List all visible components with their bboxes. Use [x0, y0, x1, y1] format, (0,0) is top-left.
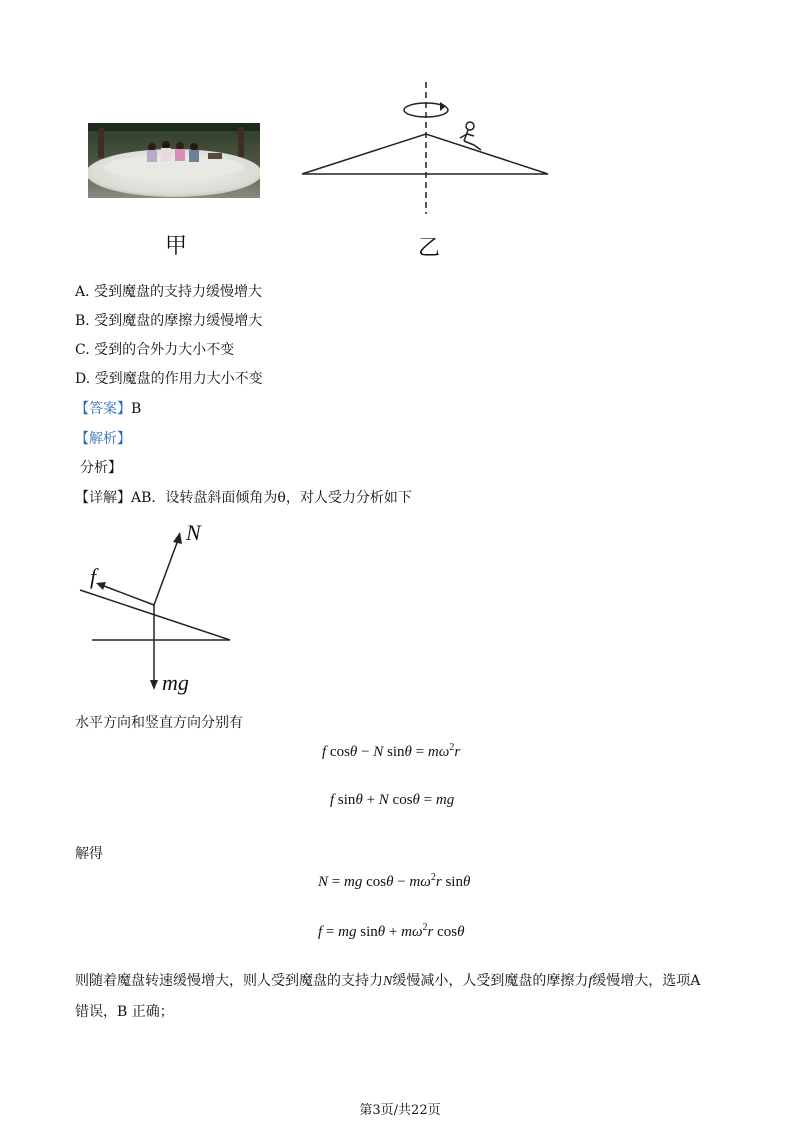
detail-text: AB．设转盘斜面倾角为θ，对人受力分析如下 — [131, 490, 412, 506]
option-letter: D. — [75, 371, 91, 387]
equation-4: f = mg $\sin\theta + m\omega^2r$ cosθ — [318, 922, 465, 940]
answer-tag: 【答案】 — [75, 401, 131, 417]
gravity-arrowhead-icon — [150, 680, 158, 690]
label-f: f — [90, 564, 97, 589]
equation-3: N = mg $\cos\theta - m\omega^2r$ sinθ — [318, 872, 471, 890]
cone-profile — [302, 134, 548, 174]
conclusion-line-2: 错误，B 正确； — [75, 1004, 174, 1020]
analysis-tag: 【解析】 — [75, 431, 131, 447]
detail-line — [75, 489, 412, 507]
label-n: N — [186, 520, 201, 545]
conclusion-line-1: 则随着魔盘转速缓慢增大，则人受到魔盘的支持力N缓慢减小，人受到魔盘的摩擦力f缓慢增大，选项A — [75, 973, 701, 989]
label-mg: mg — [162, 670, 189, 695]
analysis-sub: 分析】 — [80, 460, 122, 476]
normal-force-arrow — [154, 540, 178, 605]
option-c — [75, 341, 234, 359]
solve-text: 解得 — [75, 846, 103, 862]
cone-diagram — [300, 78, 560, 218]
page-footer: 第3页/共22页 — [359, 1103, 441, 1118]
friction-force-arrow — [104, 586, 154, 605]
option-text: 受到魔盘的作用力大小不变 — [94, 371, 263, 387]
slope-line — [80, 590, 230, 640]
magic-disc-photo — [88, 123, 260, 198]
option-text: 受到的合外力大小不变 — [94, 342, 235, 358]
option-text: 受到魔盘的摩擦力缓慢增大 — [94, 313, 263, 329]
figure-caption-jia: 甲 — [165, 234, 188, 259]
option-text: 受到魔盘的支持力缓慢增大 — [94, 284, 263, 300]
arrowhead-icon — [440, 102, 446, 111]
components-text: 水平方向和竖直方向分别有 — [75, 715, 243, 731]
normal-arrowhead-icon — [173, 532, 182, 544]
option-letter: C. — [75, 342, 90, 358]
option-letter: B. — [75, 313, 90, 329]
figure-caption-yi: 乙 — [418, 236, 441, 261]
option-d — [75, 370, 263, 388]
option-b — [75, 312, 262, 330]
option-letter: A. — [75, 284, 90, 300]
friction-arrowhead-icon — [96, 582, 106, 590]
option-a — [75, 283, 262, 301]
photo-illustration — [88, 123, 260, 198]
answer-value: B — [131, 401, 142, 417]
detail-tag: 【详解】 — [75, 490, 131, 506]
equation-2: f sinθ + N cosθ = mg — [330, 792, 455, 808]
analysis-line — [75, 430, 131, 448]
equation-1: f cosθ − N $\sin\theta = m\omega^2r$ — [322, 742, 461, 760]
answer-line — [75, 400, 141, 418]
